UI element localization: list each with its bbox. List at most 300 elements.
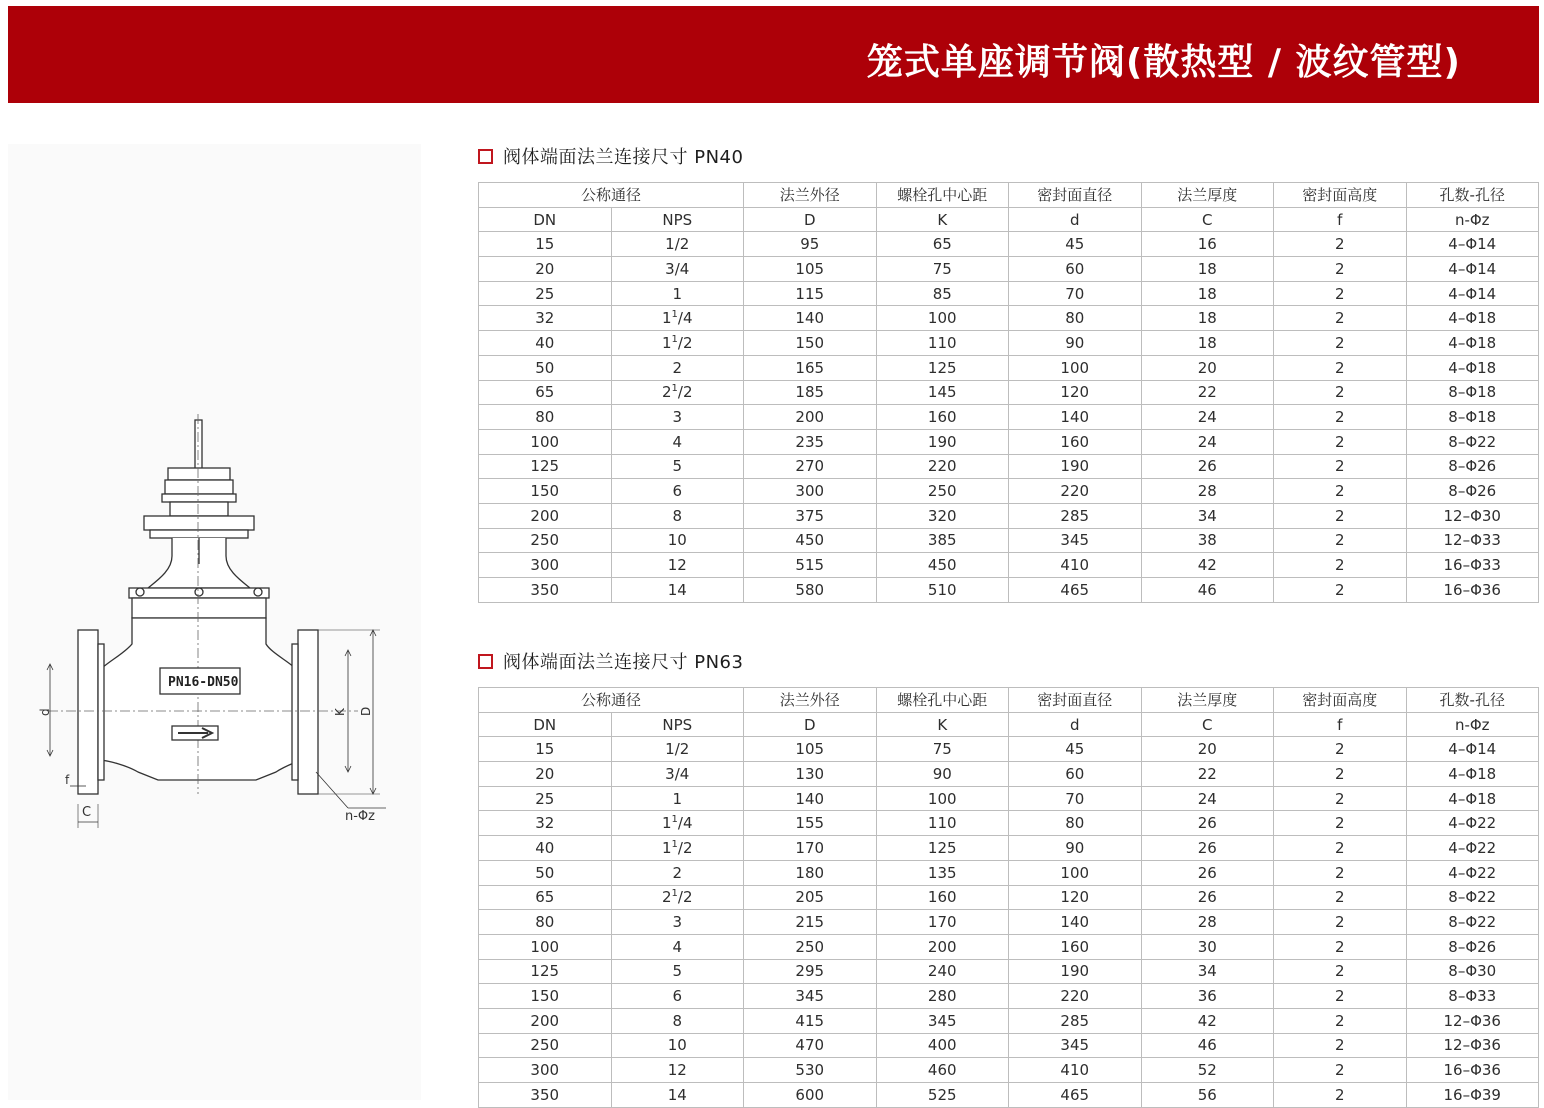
column-symbol: DN [479, 207, 612, 232]
table-cell: 20 [1141, 737, 1274, 762]
table-cell: 5 [611, 959, 744, 984]
table-cell: 80 [479, 910, 612, 935]
column-header: 螺栓孔中心距 [876, 688, 1009, 713]
table-cell: 12–Φ30 [1406, 503, 1539, 528]
dim-label-d: d [38, 708, 52, 716]
table-cell: 65 [479, 885, 612, 910]
table-cell: 375 [744, 503, 877, 528]
table-cell: 160 [1009, 934, 1142, 959]
table-cell: 150 [479, 479, 612, 504]
column-header: 公称通径 [479, 688, 744, 713]
table-cell: 2 [1274, 737, 1407, 762]
table-cell: 580 [744, 578, 877, 603]
table-cell: 250 [479, 1033, 612, 1058]
column-symbol: n-Φz [1406, 207, 1539, 232]
page-title: 笼式单座调节阀(散热型 / 波纹管型) [866, 42, 1461, 83]
table-cell: 2 [1274, 232, 1407, 257]
table-cell: 4 [611, 934, 744, 959]
table-row [479, 306, 1539, 331]
column-symbol: f [1274, 712, 1407, 737]
table-cell: 2 [1274, 355, 1407, 380]
table-cell: 56 [1141, 1083, 1274, 1108]
table-cell: 22 [1141, 762, 1274, 787]
table-cell: 115 [744, 281, 877, 306]
table-cell: 385 [876, 528, 1009, 553]
table-cell: 510 [876, 578, 1009, 603]
table-cell: 32 [479, 306, 612, 331]
table-cell: 190 [1009, 454, 1142, 479]
table-cell: $1^1/4$ [611, 811, 744, 836]
table-cell: 105 [744, 257, 877, 282]
table-cell: 2 [1274, 1008, 1407, 1033]
table-cell: 24 [1141, 429, 1274, 454]
table-cell: 80 [479, 405, 612, 430]
table-cell: 100 [876, 306, 1009, 331]
table-cell: 3/4 [611, 257, 744, 282]
table-cell: 345 [744, 984, 877, 1009]
table-cell: 2 [1274, 1058, 1407, 1083]
table-cell: 40 [479, 331, 612, 356]
table-cell: 300 [479, 553, 612, 578]
table-cell: 25 [479, 786, 612, 811]
table-cell: 135 [876, 860, 1009, 885]
table-cell: 465 [1009, 1083, 1142, 1108]
table-cell: 130 [744, 762, 877, 787]
table-cell: 100 [479, 934, 612, 959]
column-symbol: C [1141, 712, 1274, 737]
table-cell: 2 [1274, 762, 1407, 787]
table-cell: 160 [1009, 429, 1142, 454]
table-cell: 42 [1141, 553, 1274, 578]
table-cell: 16–Φ36 [1406, 578, 1539, 603]
table-cell: 4–Φ14 [1406, 737, 1539, 762]
table-cell: 4–Φ18 [1406, 355, 1539, 380]
table-cell: 2 [1274, 811, 1407, 836]
table-cell: 3 [611, 405, 744, 430]
table-cell: 110 [876, 331, 1009, 356]
column-header: 螺栓孔中心距 [876, 183, 1009, 208]
dim-label-D: D [359, 706, 373, 716]
table-cell: 140 [744, 786, 877, 811]
table-cell: 400 [876, 1033, 1009, 1058]
table-header-row [479, 688, 1539, 713]
column-symbol: K [876, 712, 1009, 737]
table-cell: 250 [876, 479, 1009, 504]
title-banner [8, 6, 1539, 103]
column-symbol: NPS [611, 712, 744, 737]
table-cell: 300 [744, 479, 877, 504]
table-cell: $1^1/2$ [611, 331, 744, 356]
table-cell: 40 [479, 836, 612, 861]
table-cell: 120 [1009, 885, 1142, 910]
table-row [479, 331, 1539, 356]
table-cell: 8–Φ26 [1406, 454, 1539, 479]
table-row [479, 257, 1539, 282]
table-row [479, 836, 1539, 861]
table-cell: 6 [611, 984, 744, 1009]
table-cell: 16–Φ33 [1406, 553, 1539, 578]
column-header: 密封面直径 [1009, 688, 1142, 713]
table-cell: 38 [1141, 528, 1274, 553]
table-cell: 4–Φ18 [1406, 786, 1539, 811]
table-cell: 160 [876, 885, 1009, 910]
table-cell: 16–Φ39 [1406, 1083, 1539, 1108]
table-cell: 285 [1009, 503, 1142, 528]
column-symbol: DN [479, 712, 612, 737]
table-cell: 2 [1274, 1033, 1407, 1058]
table-cell: 2 [1274, 836, 1407, 861]
table-cell: 150 [744, 331, 877, 356]
table-cell: 26 [1141, 811, 1274, 836]
table-row [479, 281, 1539, 306]
table-cell: 80 [1009, 811, 1142, 836]
table-cell: 470 [744, 1033, 877, 1058]
table-cell: 320 [876, 503, 1009, 528]
table-cell: 110 [876, 811, 1009, 836]
table-cell: 600 [744, 1083, 877, 1108]
table-cell: 345 [876, 1008, 1009, 1033]
table-cell: $1^1/4$ [611, 306, 744, 331]
table-cell: 345 [1009, 1033, 1142, 1058]
table-cell: 140 [1009, 910, 1142, 935]
column-symbol: d [1009, 712, 1142, 737]
valve-drawing [8, 144, 421, 1100]
table-cell: 2 [1274, 910, 1407, 935]
table-cell: 8–Φ22 [1406, 910, 1539, 935]
table-row [479, 959, 1539, 984]
table-cell: 2 [1274, 959, 1407, 984]
dimension-table-pn40 [478, 182, 1539, 603]
table-row [479, 910, 1539, 935]
table-cell: 450 [744, 528, 877, 553]
section-heading-pn63 [478, 649, 743, 673]
table-cell: 12–Φ36 [1406, 1033, 1539, 1058]
table-cell: 100 [1009, 860, 1142, 885]
table-cell: 65 [876, 232, 1009, 257]
table-cell: 90 [1009, 836, 1142, 861]
table-cell: 150 [479, 984, 612, 1009]
table-row [479, 762, 1539, 787]
dim-label-K: K [333, 708, 347, 716]
table-cell: 4–Φ18 [1406, 762, 1539, 787]
table-cell: 350 [479, 578, 612, 603]
table-cell: 28 [1141, 910, 1274, 935]
table-cell: 125 [479, 454, 612, 479]
table-cell: 18 [1141, 306, 1274, 331]
column-header: 孔数-孔径 [1406, 688, 1539, 713]
table-cell: 12 [611, 1058, 744, 1083]
table-cell: 2 [1274, 454, 1407, 479]
column-header: 法兰厚度 [1141, 688, 1274, 713]
table-cell: 24 [1141, 405, 1274, 430]
table-cell: 2 [1274, 429, 1407, 454]
table-cell: 8–Φ22 [1406, 885, 1539, 910]
column-symbol: NPS [611, 207, 744, 232]
table-cell: 4–Φ22 [1406, 836, 1539, 861]
table-row [479, 429, 1539, 454]
table-cell: 12 [611, 553, 744, 578]
table-cell: 2 [1274, 934, 1407, 959]
column-header: 法兰外径 [744, 688, 877, 713]
table-cell: 220 [1009, 479, 1142, 504]
table-cell: 22 [1141, 380, 1274, 405]
table-cell: 34 [1141, 503, 1274, 528]
table-cell: 410 [1009, 1058, 1142, 1083]
table-row [479, 479, 1539, 504]
table-cell: 205 [744, 885, 877, 910]
table-cell: 450 [876, 553, 1009, 578]
section-heading-text: 阀体端面法兰连接尺寸 PN63 [503, 652, 744, 673]
table-cell: 26 [1141, 860, 1274, 885]
table-cell: 8–Φ18 [1406, 380, 1539, 405]
table-cell: 24 [1141, 786, 1274, 811]
table-cell: 235 [744, 429, 877, 454]
column-symbol: K [876, 207, 1009, 232]
table-cell: 2 [1274, 984, 1407, 1009]
table-cell: 200 [876, 934, 1009, 959]
table-cell: 28 [1141, 479, 1274, 504]
column-symbol: d [1009, 207, 1142, 232]
table-cell: 26 [1141, 885, 1274, 910]
column-header: 法兰厚度 [1141, 183, 1274, 208]
table-cell: 14 [611, 1083, 744, 1108]
table-cell: 220 [1009, 984, 1142, 1009]
table-cell: 26 [1141, 454, 1274, 479]
table-cell: 25 [479, 281, 612, 306]
table-row [479, 1058, 1539, 1083]
valve-drawing-panel [8, 144, 421, 1100]
table-cell: 2 [1274, 860, 1407, 885]
table-cell: 8–Φ30 [1406, 959, 1539, 984]
table-cell: 80 [1009, 306, 1142, 331]
table-row [479, 860, 1539, 885]
table-cell: 2 [1274, 578, 1407, 603]
table-cell: 10 [611, 1033, 744, 1058]
table-row [479, 405, 1539, 430]
table-row [479, 355, 1539, 380]
table-cell: 460 [876, 1058, 1009, 1083]
table-cell: 2 [1274, 479, 1407, 504]
table-row [479, 934, 1539, 959]
table-cell: 2 [1274, 331, 1407, 356]
table-row [479, 578, 1539, 603]
table-cell: 285 [1009, 1008, 1142, 1033]
table-cell: 1 [611, 786, 744, 811]
column-header: 法兰外径 [744, 183, 877, 208]
table-row [479, 1008, 1539, 1033]
table-cell: 350 [479, 1083, 612, 1108]
table-cell: 160 [876, 405, 1009, 430]
table-symbol-row [479, 712, 1539, 737]
table-cell: 90 [876, 762, 1009, 787]
table-cell: 34 [1141, 959, 1274, 984]
table-cell: 18 [1141, 257, 1274, 282]
column-header: 密封面高度 [1274, 183, 1407, 208]
column-header: 密封面直径 [1009, 183, 1142, 208]
table-cell: 18 [1141, 281, 1274, 306]
table-cell: 46 [1141, 578, 1274, 603]
table-cell: 2 [1274, 528, 1407, 553]
table-cell: 125 [876, 836, 1009, 861]
table-cell: 16–Φ36 [1406, 1058, 1539, 1083]
table-row [479, 984, 1539, 1009]
table-cell: 100 [1009, 355, 1142, 380]
dim-label-f: f [65, 773, 70, 787]
table-cell: 190 [1009, 959, 1142, 984]
dim-label-C: C [82, 805, 92, 820]
table-cell: 8–Φ26 [1406, 479, 1539, 504]
table-cell: 20 [1141, 355, 1274, 380]
table-cell: 185 [744, 380, 877, 405]
table-cell: 15 [479, 232, 612, 257]
table-cell: 515 [744, 553, 877, 578]
table-cell: 90 [1009, 331, 1142, 356]
table-cell: 4–Φ18 [1406, 331, 1539, 356]
table-cell: 5 [611, 454, 744, 479]
table-cell: 465 [1009, 578, 1142, 603]
table-cell: 2 [1274, 885, 1407, 910]
table-row [479, 454, 1539, 479]
table-cell: 20 [479, 257, 612, 282]
table-cell: 3/4 [611, 762, 744, 787]
table-cell: 8–Φ22 [1406, 429, 1539, 454]
table-cell: 2 [1274, 553, 1407, 578]
table-cell: 14 [611, 578, 744, 603]
table-cell: 60 [1009, 257, 1142, 282]
table-cell: 20 [479, 762, 612, 787]
table-row [479, 786, 1539, 811]
table-cell: 6 [611, 479, 744, 504]
table-cell: 85 [876, 281, 1009, 306]
table-cell: 32 [479, 811, 612, 836]
table-row [479, 885, 1539, 910]
section-heading-pn40 [478, 144, 743, 168]
table-cell: 75 [876, 257, 1009, 282]
table-cell: 140 [1009, 405, 1142, 430]
table-cell: 155 [744, 811, 877, 836]
table-cell: 16 [1141, 232, 1274, 257]
table-cell: 295 [744, 959, 877, 984]
column-header: 公称通径 [479, 183, 744, 208]
heading-box-icon [478, 654, 493, 669]
table-cell: 2 [1274, 380, 1407, 405]
table-cell: 70 [1009, 281, 1142, 306]
table-cell: 2 [1274, 786, 1407, 811]
table-cell: 300 [479, 1058, 612, 1083]
nameplate-label: PN16-DN50 [168, 675, 239, 690]
table-cell: 415 [744, 1008, 877, 1033]
table-cell: 4–Φ14 [1406, 232, 1539, 257]
column-symbol: D [744, 712, 877, 737]
table-cell: 8 [611, 1008, 744, 1033]
dimension-table-pn63 [478, 687, 1539, 1108]
table-cell: 120 [1009, 380, 1142, 405]
table-cell: $2^1/2$ [611, 885, 744, 910]
table-cell: 145 [876, 380, 1009, 405]
table-cell: 36 [1141, 984, 1274, 1009]
table-cell: 220 [876, 454, 1009, 479]
table-cell: 140 [744, 306, 877, 331]
table-row [479, 811, 1539, 836]
table-cell: 30 [1141, 934, 1274, 959]
table-cell: 65 [479, 380, 612, 405]
table-cell: 8 [611, 503, 744, 528]
table-cell: 1/2 [611, 232, 744, 257]
table-symbol-row [479, 207, 1539, 232]
table-row [479, 503, 1539, 528]
table-row [479, 1033, 1539, 1058]
table-cell: 530 [744, 1058, 877, 1083]
table-cell: 2 [1274, 405, 1407, 430]
table-row [479, 528, 1539, 553]
column-symbol: n-Φz [1406, 712, 1539, 737]
table-cell: 45 [1009, 232, 1142, 257]
column-symbol: D [744, 207, 877, 232]
table-cell: 4–Φ14 [1406, 281, 1539, 306]
table-cell: 1/2 [611, 737, 744, 762]
table-cell: 2 [1274, 257, 1407, 282]
table-cell: 345 [1009, 528, 1142, 553]
table-cell: 125 [876, 355, 1009, 380]
table-cell: 525 [876, 1083, 1009, 1108]
table-cell: 2 [1274, 503, 1407, 528]
table-cell: 4–Φ14 [1406, 257, 1539, 282]
table-cell: 100 [479, 429, 612, 454]
table-cell: 3 [611, 910, 744, 935]
table-cell: 4–Φ22 [1406, 811, 1539, 836]
table-cell: 60 [1009, 762, 1142, 787]
table-cell: 75 [876, 737, 1009, 762]
table-cell: 50 [479, 355, 612, 380]
table-cell: 2 [1274, 1083, 1407, 1108]
table-cell: 100 [876, 786, 1009, 811]
table-cell: 180 [744, 860, 877, 885]
dim-label-nz: n-Φz [345, 809, 375, 824]
table-cell: $1^1/2$ [611, 836, 744, 861]
table-cell: 170 [876, 910, 1009, 935]
section-heading-text: 阀体端面法兰连接尺寸 PN40 [503, 147, 744, 168]
table-cell: 410 [1009, 553, 1142, 578]
table-cell: 2 [1274, 281, 1407, 306]
table-row [479, 737, 1539, 762]
table-row [479, 1083, 1539, 1108]
table-cell: 4–Φ18 [1406, 306, 1539, 331]
table-cell: 50 [479, 860, 612, 885]
column-header: 密封面高度 [1274, 688, 1407, 713]
table-cell: 125 [479, 959, 612, 984]
table-cell: 270 [744, 454, 877, 479]
table-row [479, 232, 1539, 257]
table-cell: 4 [611, 429, 744, 454]
table-cell: 250 [479, 528, 612, 553]
heading-box-icon [478, 149, 493, 164]
table-cell: 45 [1009, 737, 1142, 762]
table-cell: 15 [479, 737, 612, 762]
table-cell: 215 [744, 910, 877, 935]
table-cell: 8–Φ33 [1406, 984, 1539, 1009]
table-cell: 12–Φ36 [1406, 1008, 1539, 1033]
table-header-row [479, 183, 1539, 208]
table-cell: 2 [611, 355, 744, 380]
table-cell: 200 [479, 1008, 612, 1033]
column-symbol: f [1274, 207, 1407, 232]
column-header: 孔数-孔径 [1406, 183, 1539, 208]
table-cell: 4–Φ22 [1406, 860, 1539, 885]
table-cell: 95 [744, 232, 877, 257]
table-cell: 240 [876, 959, 1009, 984]
table-cell: 52 [1141, 1058, 1274, 1083]
table-cell: 200 [479, 503, 612, 528]
